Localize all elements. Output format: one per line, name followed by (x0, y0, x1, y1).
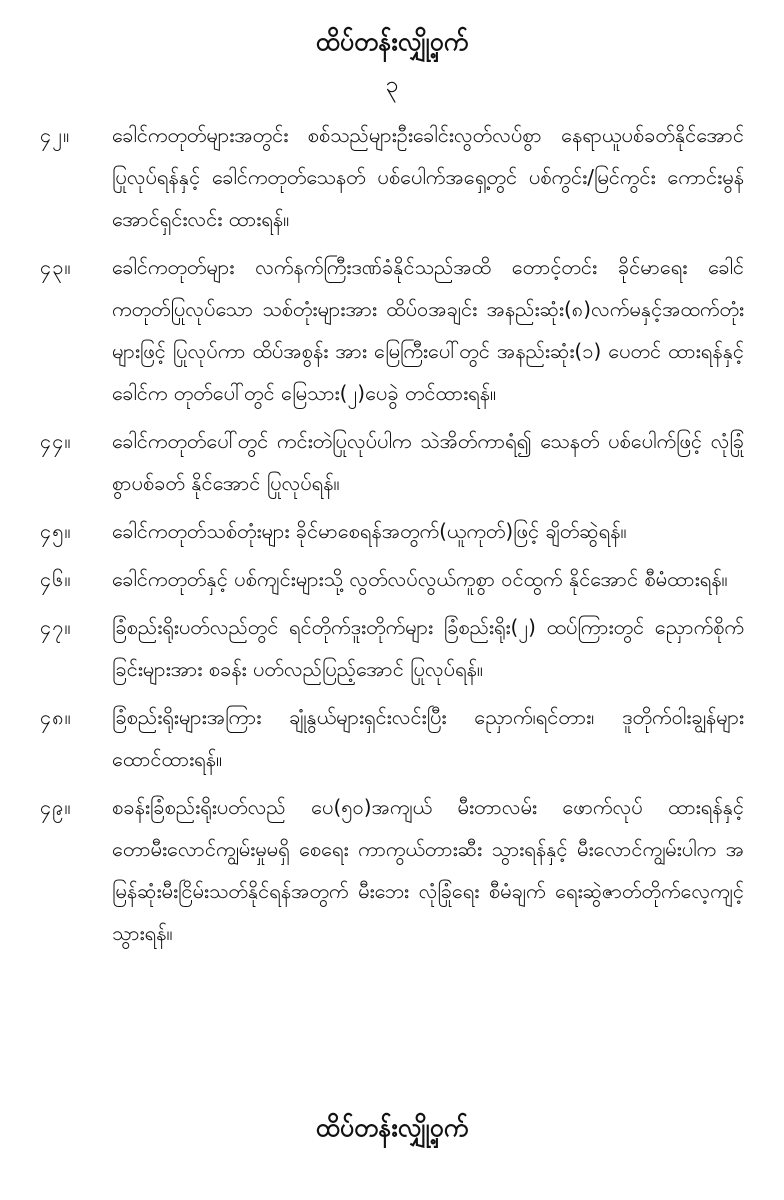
page-number: ၃ (385, 72, 399, 98)
clause-text: ခေါင်ကတုတ်များ လက်နက်ကြီးဒဏ်ခံနိုင်သည်အထိ တောင့်တင်း ခိုင်မာရေး ခေါင်ကတုတ်ပြုလုပ်သော သစ်တုံးများအား ထိပ်ဝအချင်း အနည်းဆုံး(၈)လက်မနှင့်အထက်တုံးများဖြင့် ပြုလုပ်ကာ ထိပ်အစွန်း အား မြေကြီးပေါ်တွင် အနည်းဆုံး(၁) ပေတင် ထားရန်နှင့် ခေါင်က တုတ်ပေါ်တွင် မြေသား(၂)ပေခွဲ တင်ထားရန်။ (112, 255, 744, 405)
classification-header: ထိပ်တန်းလျှို့ဝှက် (315, 27, 469, 56)
clause-number: ၄၇။ (40, 615, 72, 639)
clause-text: ခြံစည်းရိုးများအကြား ချုံနွယ်များရှင်းလင်းပြီး ညှောက်၊ရင်တား၊ ဒူတိုက်ဝါးချွန်များ ထောင်ထားရန်။ (112, 705, 744, 771)
clause-number: ၄၃။ (40, 255, 72, 279)
clause-text: ခေါင်ကတုတ်နှင့် ပစ်ကျင်းများသို့ လွတ်လပ်လွယ်ကူစွာ ဝင်ထွက် နိုင်အောင် စီမံထားရန်။ (112, 567, 728, 591)
clause-item (40, 246, 744, 414)
clause-number: ၄၄။ (40, 429, 72, 453)
clause-item (40, 786, 744, 954)
clause-number: ၄၉။ (40, 795, 72, 819)
clause-number: ၄၂။ (40, 123, 71, 147)
clause-item (40, 420, 744, 504)
clause-text: ခြံစည်းရိုးပတ်လည်တွင် ရင်တိုက်ဒူးတိုက်များ ခြံစည်းရိုး(၂) ထပ်ကြားတွင် ညှောက်စိုက်ခြင်းများအား စခန်း ပတ်လည်ပြည့်အောင် ပြုလုပ်ရန်။ (112, 615, 744, 681)
clause-text: ခေါင်ကတုတ်သစ်တုံးများ ခိုင်မာစေရန်အတွက်(ယူကုတ်)ဖြင့် ချိတ်ဆွဲရန်။ (112, 519, 627, 543)
clause-item (40, 606, 744, 690)
clause-number: ၄၈။ (40, 705, 72, 729)
classification-footer: ထိပ်တန်းလျှို့ဝှက် (315, 1113, 469, 1142)
clause-text: ခေါင်ကတုတ်ပေါ်တွင် ကင်းတဲပြုလုပ်ပါက သဲအိတ်ကာရံ၍ သေနတ် ပစ်ပေါက်ဖြင့် လုံခြုံစွာပစ်ခတ် နိုင်အောင် ပြုလုပ်ရန်။ (112, 429, 744, 495)
clause-list (40, 114, 744, 954)
clause-item (40, 510, 744, 552)
clause-item (40, 696, 744, 780)
clause-number: ၄၆။ (40, 567, 72, 591)
clause-text: ခေါင်ကတုတ်များအတွင်း စစ်သည်များဦးခေါင်းလွတ်လပ်စွာ နေရာယူပစ်ခတ်နိုင်အောင် ပြုလုပ်ရန်နှင့် ခေါင်ကတုတ်သေနတ် ပစ်ပေါက်အရှေ့တွင် ပစ်ကွင်း/မြင်ကွင်း ကောင်းမွန်အောင်ရှင်းလင်း ထားရန်။ (112, 123, 744, 231)
clause-text: စခန်းခြံစည်းရိုးပတ်လည် ပေ(၅၀)အကျယ် မီးတာလမ်း ဖောက်လုပ် ထားရန်နှင့် တောမီးလောင်ကျွမ်းမှုမရှိ စေရေး ကာကွယ်တားဆီး သွားရန်နှင့် မီးလောင်ကျွမ်းပါက အမြန်ဆုံးမီးငြိမ်းသတ်နိုင်ရန်အတွက် မီးဘေး လုံခြုံရေး စီမံချက် ရေးဆွဲဇာတ်တိုက်လေ့ကျင့်သွားရန်။ (112, 795, 744, 945)
clause-item (40, 114, 744, 240)
clause-item (40, 558, 744, 600)
clause-number: ၄၅။ (40, 519, 72, 543)
